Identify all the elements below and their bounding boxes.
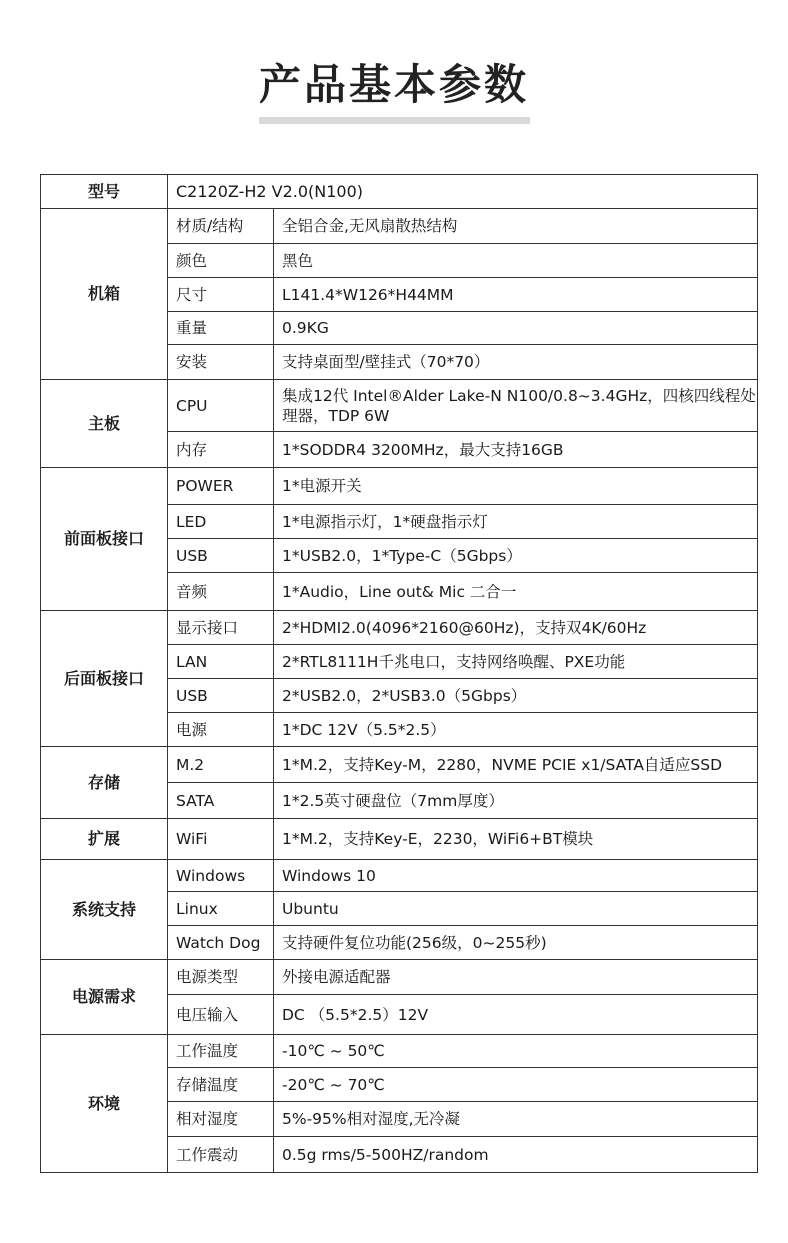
param-label: Linux [168, 892, 274, 926]
param-label: 电压输入 [168, 995, 274, 1035]
param-value: 支持桌面型/壁挂式（70*70） [274, 345, 758, 380]
param-label: Watch Dog [168, 926, 274, 960]
param-value: Windows 10 [274, 860, 758, 892]
category-cell: 电源需求 [41, 960, 168, 1035]
param-label: 重量 [168, 312, 274, 345]
param-label: 尺寸 [168, 278, 274, 312]
category-cell: 存储 [41, 747, 168, 819]
param-value: DC （5.5*2.5）12V [274, 995, 758, 1035]
category-cell: 前面板接口 [41, 468, 168, 611]
param-label: 电源类型 [168, 960, 274, 995]
param-label: 相对湿度 [168, 1102, 274, 1137]
param-label: 工作震动 [168, 1137, 274, 1173]
model-label: 型号 [41, 175, 168, 209]
page-title: 产品基本参数 [258, 60, 529, 109]
param-label: POWER [168, 468, 274, 505]
param-label: 音频 [168, 573, 274, 611]
param-value: 2*USB2.0，2*USB3.0（5Gbps） [274, 679, 758, 713]
param-label: M.2 [168, 747, 274, 783]
category-cell: 扩展 [41, 819, 168, 860]
table-row [41, 1035, 758, 1068]
param-label: SATA [168, 783, 274, 819]
param-value: 1*2.5英寸硬盘位（7mm厚度） [274, 783, 758, 819]
param-value: 集成12代 Intel®Alder Lake-N N100/0.8~3.4GHz，四核四线程处理器，TDP 6W [274, 380, 758, 432]
param-label: 电源 [168, 713, 274, 747]
table-row [41, 819, 758, 860]
table-row [41, 380, 758, 432]
param-value: 外接电源适配器 [274, 960, 758, 995]
param-label: Windows [168, 860, 274, 892]
param-label: 安装 [168, 345, 274, 380]
param-value: Ubuntu [274, 892, 758, 926]
param-value: 1*DC 12V（5.5*2.5） [274, 713, 758, 747]
param-label: 内存 [168, 432, 274, 468]
param-label: 显示接口 [168, 611, 274, 645]
category-cell: 主板 [41, 380, 168, 468]
table-row [41, 747, 758, 783]
param-label: 存储温度 [168, 1068, 274, 1102]
param-label: 工作温度 [168, 1035, 274, 1068]
param-label: USB [168, 539, 274, 573]
title-underline [259, 117, 530, 124]
table-row [41, 860, 758, 892]
param-value: 支持硬件复位功能(256级，0~255秒) [274, 926, 758, 960]
param-label: LAN [168, 645, 274, 679]
spec-table [40, 174, 758, 1173]
param-value: -10℃ ~ 50℃ [274, 1035, 758, 1068]
param-value: 1*电源开关 [274, 468, 758, 505]
param-value: 2*RTL8111H千兆电口，支持网络唤醒、PXE功能 [274, 645, 758, 679]
param-label: USB [168, 679, 274, 713]
category-cell: 后面板接口 [41, 611, 168, 747]
param-value: 1*USB2.0，1*Type-C（5Gbps） [274, 539, 758, 573]
category-cell: 系统支持 [41, 860, 168, 960]
param-value: 1*Audio，Line out& Mic 二合一 [274, 573, 758, 611]
param-value: 1*电源指示灯，1*硬盘指示灯 [274, 505, 758, 539]
param-label: 材质/结构 [168, 209, 274, 244]
model-value: C2120Z-H2 V2.0(N100) [168, 175, 758, 209]
param-label: CPU [168, 380, 274, 432]
param-value: 2*HDMI2.0(4096*2160@60Hz)，支持双4K/60Hz [274, 611, 758, 645]
table-row [41, 960, 758, 995]
param-value: 0.9KG [274, 312, 758, 345]
param-value: -20℃ ~ 70℃ [274, 1068, 758, 1102]
param-value: 5%-95%相对湿度,无冷凝 [274, 1102, 758, 1137]
param-value: 1*M.2，支持Key-E，2230，WiFi6+BT模块 [274, 819, 758, 860]
param-label: WiFi [168, 819, 274, 860]
category-cell: 机箱 [41, 209, 168, 380]
table-row [41, 175, 758, 209]
param-value: 0.5g rms/5-500HZ/random [274, 1137, 758, 1173]
param-label: 颜色 [168, 244, 274, 278]
param-value: 全铝合金,无风扇散热结构 [274, 209, 758, 244]
param-value: 1*SODDR4 3200MHz，最大支持16GB [274, 432, 758, 468]
param-value: 1*M.2，支持Key-M，2280，NVME PCIE x1/SATA自适应SSD [274, 747, 758, 783]
table-row [41, 611, 758, 645]
param-value: L141.4*W126*H44MM [274, 278, 758, 312]
param-label: LED [168, 505, 274, 539]
table-row [41, 209, 758, 244]
table-row [41, 468, 758, 505]
param-value: 黑色 [274, 244, 758, 278]
category-cell: 环境 [41, 1035, 168, 1173]
